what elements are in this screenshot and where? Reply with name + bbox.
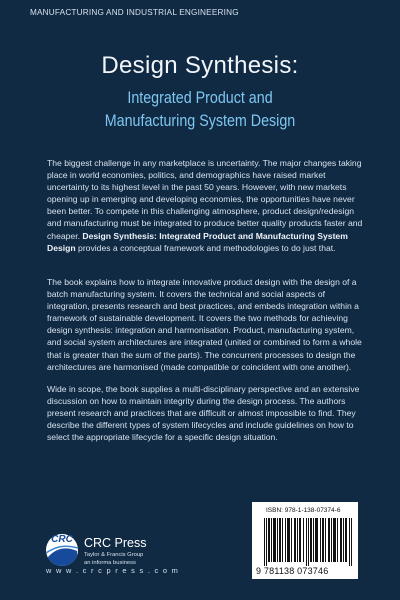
barcode — [252, 502, 358, 579]
publisher-business: an informa business — [84, 560, 136, 566]
subtitle-line-1: Integrated Product and — [127, 88, 273, 107]
crc-logo-text: CRC — [51, 534, 73, 545]
isbn-number: ISBN: 978-1-138-07374-6 — [266, 507, 341, 514]
description-paragraph-1 — [47, 157, 365, 254]
barcode-digits: 9 781138 073746 — [256, 566, 329, 576]
subtitle-line-2: Manufacturing System Design — [104, 111, 296, 130]
publisher-url[interactable]: w w w . c r c p r e s s . c o m — [46, 566, 180, 575]
book-title: Design Synthesis: — [101, 52, 299, 79]
publisher-group: Taylor & Francis Group — [84, 552, 144, 558]
paragraph-1-text: The biggest challenge in any marketplace is uncertainty. The major changes taking place in world economies, politics, and demographics have raised market uncertainty to its highest level in the past 50 years. However, with new markets opening up in emerging and developing economies, the opportunities have never been better. To compete in this challenging atmosphere, product design/redesign and manufacturing must be integrated to produce better quality products faster and cheaper. — [47, 158, 363, 241]
paragraph-1-ending: provides a conceptual framework and methodologies to do just that. — [75, 242, 336, 253]
book-subtitle — [32, 86, 368, 132]
paragraph-1-bold-title: Design Synthesis: Integrated Product and Manufacturing System Design — [47, 230, 348, 253]
description-paragraph-3: Wide in scope, the book supplies a multi-disciplinary perspective and an extensive discussion on how to maintain integrity during the design process. The authors present research and practices that are difficult or almost impossible to find. They describe the different types of system lifecycles and include guidelines on how to select the appropriate lifecycle for a specific design situation. — [47, 384, 360, 443]
description-paragraph-2: The book explains how to integrate innovative product design with the design of a batch manufacturing system. It covers the technical and social aspects of integration, presents research and best practices, and embeds integration within a framework of sustainable development. It covers the two methods for achieving design synthesis: integration and harmonisation. Product, manufacturing system, and social system architectures are integrated (united or combined to form a whole that is greater than the sum of the parts). The concurrent processes to design the architectures are harmonised (made compatible or coincident with one another). — [47, 277, 362, 372]
publisher-name: CRC Press — [84, 536, 147, 550]
barcode-bars-icon — [264, 518, 352, 566]
series-category: MANUFACTURING AND INDUSTRIAL ENGINEERING — [30, 8, 239, 17]
